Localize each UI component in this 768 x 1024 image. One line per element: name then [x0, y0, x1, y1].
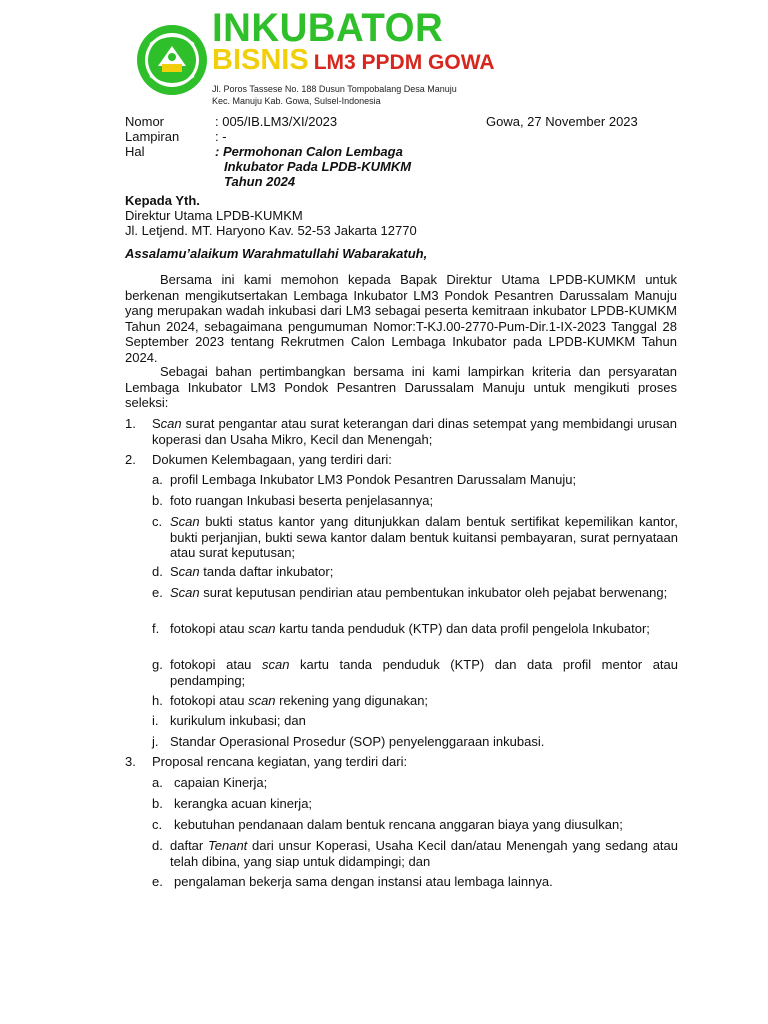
list-item-text: Proposal rencana kegiatan, yang terdiri dari:: [152, 754, 408, 769]
lampiran-label: Lampiran: [125, 129, 180, 144]
list-item-number: 3.: [125, 754, 136, 769]
sub-item-letter: c.: [152, 817, 163, 832]
letter-date: Gowa, 27 November 2023: [486, 114, 638, 129]
sub-item-text: daftar Tenant dari unsur Koperasi, Usaha Kecil dan/atau Menengah yang sedang atau telah dibina, yang siap untuk didampingi; dan: [170, 838, 678, 869]
sub-item-text: pengalaman bekerja sama dengan instansi atau lembaga lainnya.: [174, 874, 553, 889]
hal-value-2: Inkubator Pada LPDB-KUMKM: [224, 159, 412, 174]
list-item-text: Scan surat pengantar atau surat keterangan dari dinas setempat yang membidangi urusan koperasi dan Usaha Mikro, Kecil dan Menengah;: [152, 416, 677, 447]
addressee-greeting: Kepada Yth.: [125, 193, 200, 208]
letter-meta: [125, 114, 464, 189]
brand-subtitle: [212, 44, 495, 81]
hal-value-3: Tahun 2024: [224, 174, 296, 189]
sub-item-letter: b.: [152, 493, 163, 508]
sub-item-letter: d.: [152, 838, 163, 853]
sub-item-letter: a.: [152, 775, 163, 790]
sub-item-letter: a.: [152, 472, 163, 487]
sub-item-letter: j.: [152, 734, 159, 749]
brand-title: INKUBATOR: [212, 6, 444, 50]
list-item-number: 2.: [125, 452, 136, 467]
sub-item-letter: e.: [152, 585, 163, 600]
hal-label: Hal: [125, 144, 145, 159]
nomor-value: : 005/IB.LM3/XI/2023: [215, 114, 338, 129]
sub-item-text: Scan surat keputusan pendirian atau pembentukan inkubator oleh pejabat berwenang;: [170, 585, 668, 600]
sub-item-text: Scan tanda daftar inkubator;: [170, 564, 334, 579]
list-item-number: 1.: [125, 416, 136, 431]
sub-item-text: Standar Operasional Prosedur (SOP) penyelenggaraan inkubasi.: [170, 734, 545, 749]
hal-value-1: : Permohonan Calon Lembaga: [215, 144, 403, 159]
sub-item-letter: i.: [152, 713, 159, 728]
sub-item-text: fotokopi atau scan rekening yang digunakan;: [170, 693, 429, 708]
paragraph-1: [125, 272, 677, 365]
sub-item-letter: g.: [152, 657, 163, 672]
sub-item-text: profil Lembaga Inkubator LM3 Pondok Pesantren Darussalam Manuju;: [170, 472, 577, 487]
list-item-text: Dokumen Kelembagaan, yang terdiri dari:: [152, 452, 392, 467]
paragraph-2-text: Sebagai bahan pertimbangkan bersama ini kami lampirkan kriteria dan persyaratan Lembaga Inkubator LM3 Pondok Pesantren Darussalam Manuju untuk mengikuti proses seleksi:: [125, 364, 677, 410]
sub-item-letter: f.: [152, 621, 160, 636]
letterhead-address: [212, 83, 457, 107]
sub-item-text: fotokopi atau scan kartu tanda penduduk (KTP) dan data profil pengelola Inkubator;: [170, 621, 650, 636]
sub-item-letter: h.: [152, 693, 163, 708]
address-line-2: Kec. Manuju Kab. Gowa, Sulsel-Indonesia: [212, 96, 381, 106]
lm3-logo: [136, 24, 208, 96]
nomor-label: Nomor: [125, 114, 165, 129]
sub-item-text: kerangka acuan kinerja;: [174, 796, 313, 811]
sub-item-text: kebutuhan pendanaan dalam bentuk rencana anggaran biaya yang diusulkan;: [174, 817, 623, 832]
addressee-street: Jl. Letjend. MT. Haryono Kav. 52-53 Jakarta 12770: [125, 223, 417, 238]
brand-bisnis: BISNIS: [212, 44, 309, 76]
sub-item-letter: e.: [152, 874, 163, 889]
sub-item-text: Scan bukti status kantor yang ditunjukkan dalam bentuk sertifikat kepemilikan kantor, bukti perjanjian, bukti sewa kantor dalam bentuk kuitansi pembayaran, surat pernyataan atau surat keputusan;: [170, 514, 678, 560]
sub-item-letter: c.: [152, 514, 163, 529]
brand-lm3: LM3 PPDM GOWA: [313, 51, 495, 74]
sub-item-letter: d.: [152, 564, 163, 579]
addressee-name: Direktur Utama LPDB-KUMKM: [125, 208, 303, 223]
sub-item-text: kurikulum inkubasi; dan: [170, 713, 306, 728]
lampiran-value: : -: [215, 129, 227, 144]
paragraph-1-text: Bersama ini kami memohon kepada Bapak Direktur Utama LPDB-KUMKM untuk berkenan mengikutsertakan Lembaga Inkubator LM3 Pondok Pesantren Darussalam Manuju yang merupakan wadah inkubasi dari LM3 sebagai peserta kemitraan inkubator LPDB-KUMKM Tahun 2024, sebagaimana pengumuman Nomor:T-KJ.00-2770-Pum-Dir.1-IX-2023 Tanggal 28 September 2023 tentang Rekrutmen Calon Lembaga Inkubator pada LPDB-KUMKM Tahun 2024.: [125, 272, 677, 365]
sub-item-text: foto ruangan Inkubasi beserta penjelasannya;: [170, 493, 434, 508]
sub-item-text: capaian Kinerja;: [174, 775, 268, 790]
salam: Assalamu’alaikum Warahmatullahi Wabarakatuh,: [125, 246, 428, 261]
addressee: [125, 193, 417, 238]
paragraph-2: [125, 364, 677, 411]
sub-item-letter: b.: [152, 796, 163, 811]
address-line-1: Jl. Poros Tassese No. 188 Dusun Tompobalang Desa Manuju: [212, 84, 457, 94]
sub-item-text: fotokopi atau scan kartu tanda penduduk (KTP) dan data profil mentor atau pendamping;: [170, 657, 679, 688]
